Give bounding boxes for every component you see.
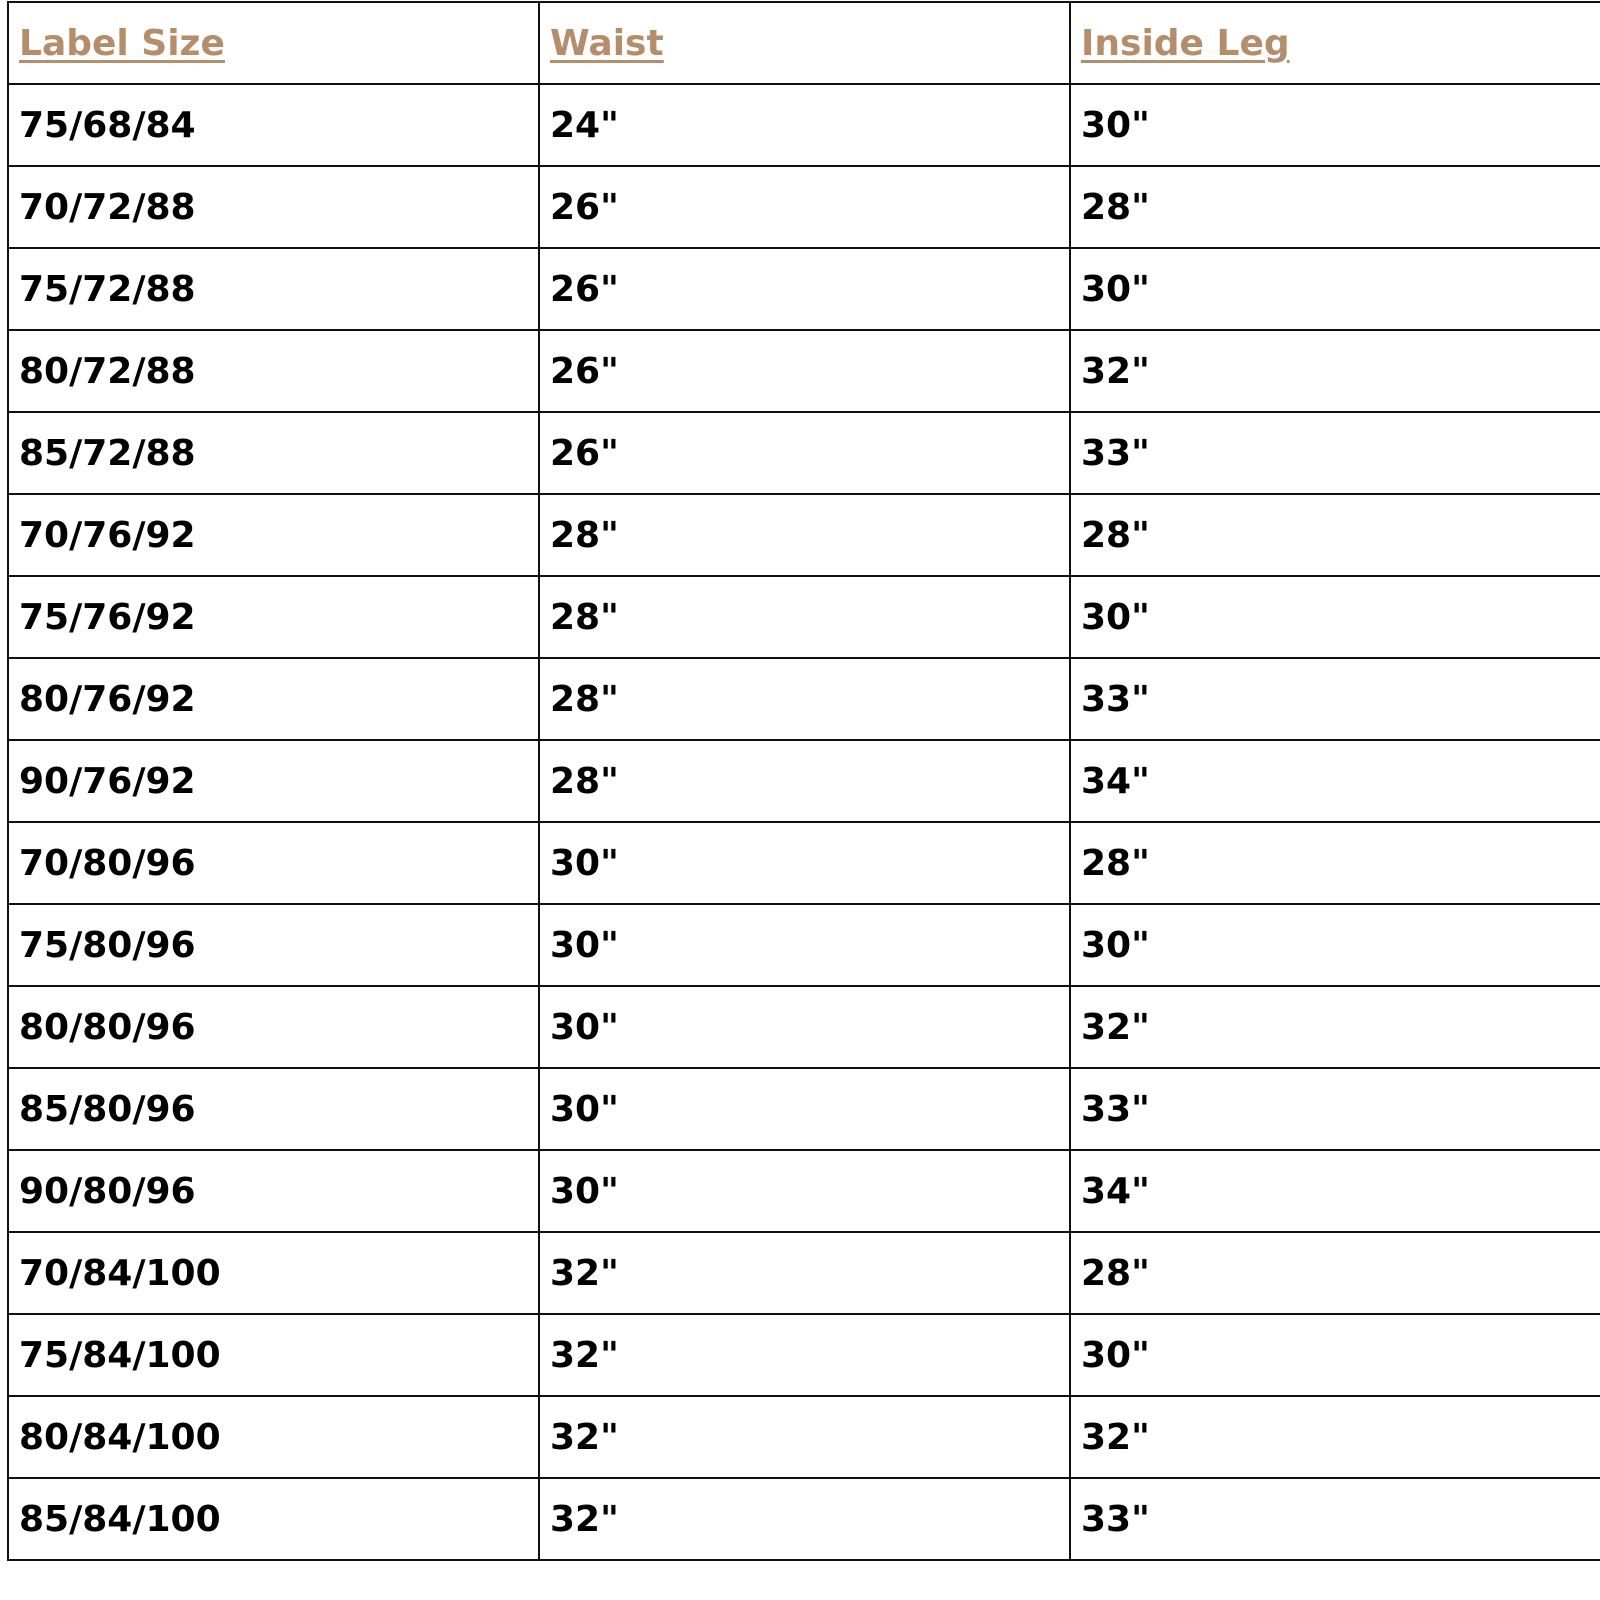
cell-label-size: 85/80/96 [8, 1068, 539, 1150]
table-row [8, 1396, 1600, 1478]
cell-label-size: 85/72/88 [8, 412, 539, 494]
cell-inside-leg: 33" [1070, 1068, 1600, 1150]
table-row [8, 822, 1600, 904]
table-row [8, 494, 1600, 576]
cell-label-size: 70/76/92 [8, 494, 539, 576]
table-row [8, 576, 1600, 658]
cell-label-size: 85/84/100 [8, 1478, 539, 1560]
cell-waist: 24" [539, 84, 1070, 166]
cell-inside-leg: 33" [1070, 412, 1600, 494]
cell-label-size: 70/80/96 [8, 822, 539, 904]
size-chart-table [7, 1, 1600, 1561]
cell-label-size: 80/76/92 [8, 658, 539, 740]
cell-label-size: 75/80/96 [8, 904, 539, 986]
table-row [8, 986, 1600, 1068]
cell-waist: 32" [539, 1478, 1070, 1560]
table-row [8, 248, 1600, 330]
cell-waist: 26" [539, 330, 1070, 412]
cell-waist: 26" [539, 412, 1070, 494]
cell-inside-leg: 32" [1070, 1396, 1600, 1478]
size-chart-body [8, 84, 1600, 1560]
cell-inside-leg: 34" [1070, 740, 1600, 822]
cell-inside-leg: 30" [1070, 248, 1600, 330]
cell-inside-leg: 32" [1070, 986, 1600, 1068]
header-label-size: Label Size [8, 2, 539, 84]
cell-inside-leg: 33" [1070, 1478, 1600, 1560]
cell-waist: 28" [539, 576, 1070, 658]
cell-label-size: 80/80/96 [8, 986, 539, 1068]
header-inside-leg: Inside Leg [1070, 2, 1600, 84]
table-row [8, 1150, 1600, 1232]
cell-label-size: 75/76/92 [8, 576, 539, 658]
cell-label-size: 70/84/100 [8, 1232, 539, 1314]
table-row [8, 904, 1600, 986]
cell-waist: 32" [539, 1396, 1070, 1478]
table-row [8, 740, 1600, 822]
cell-inside-leg: 32" [1070, 330, 1600, 412]
header-waist: Waist [539, 2, 1070, 84]
table-row [8, 84, 1600, 166]
size-chart-header [8, 2, 1600, 84]
cell-waist: 26" [539, 166, 1070, 248]
table-row [8, 166, 1600, 248]
cell-waist: 26" [539, 248, 1070, 330]
cell-label-size: 80/72/88 [8, 330, 539, 412]
cell-inside-leg: 28" [1070, 822, 1600, 904]
cell-waist: 32" [539, 1232, 1070, 1314]
cell-inside-leg: 30" [1070, 904, 1600, 986]
cell-waist: 28" [539, 658, 1070, 740]
cell-inside-leg: 28" [1070, 494, 1600, 576]
cell-waist: 30" [539, 1068, 1070, 1150]
cell-inside-leg: 30" [1070, 576, 1600, 658]
cell-waist: 28" [539, 740, 1070, 822]
cell-label-size: 75/72/88 [8, 248, 539, 330]
cell-label-size: 90/76/92 [8, 740, 539, 822]
cell-inside-leg: 30" [1070, 1314, 1600, 1396]
table-row [8, 1232, 1600, 1314]
cell-waist: 30" [539, 986, 1070, 1068]
cell-label-size: 75/84/100 [8, 1314, 539, 1396]
cell-waist: 30" [539, 822, 1070, 904]
cell-label-size: 70/72/88 [8, 166, 539, 248]
cell-waist: 30" [539, 1150, 1070, 1232]
cell-waist: 32" [539, 1314, 1070, 1396]
table-row [8, 330, 1600, 412]
header-row [8, 2, 1600, 84]
cell-inside-leg: 34" [1070, 1150, 1600, 1232]
cell-inside-leg: 28" [1070, 1232, 1600, 1314]
cell-inside-leg: 33" [1070, 658, 1600, 740]
cell-label-size: 80/84/100 [8, 1396, 539, 1478]
table-row [8, 412, 1600, 494]
cell-label-size: 90/80/96 [8, 1150, 539, 1232]
table-row [8, 1068, 1600, 1150]
cell-inside-leg: 28" [1070, 166, 1600, 248]
cell-label-size: 75/68/84 [8, 84, 539, 166]
cell-waist: 30" [539, 904, 1070, 986]
table-row [8, 1314, 1600, 1396]
cell-inside-leg: 30" [1070, 84, 1600, 166]
cell-waist: 28" [539, 494, 1070, 576]
table-row [8, 658, 1600, 740]
table-row [8, 1478, 1600, 1560]
